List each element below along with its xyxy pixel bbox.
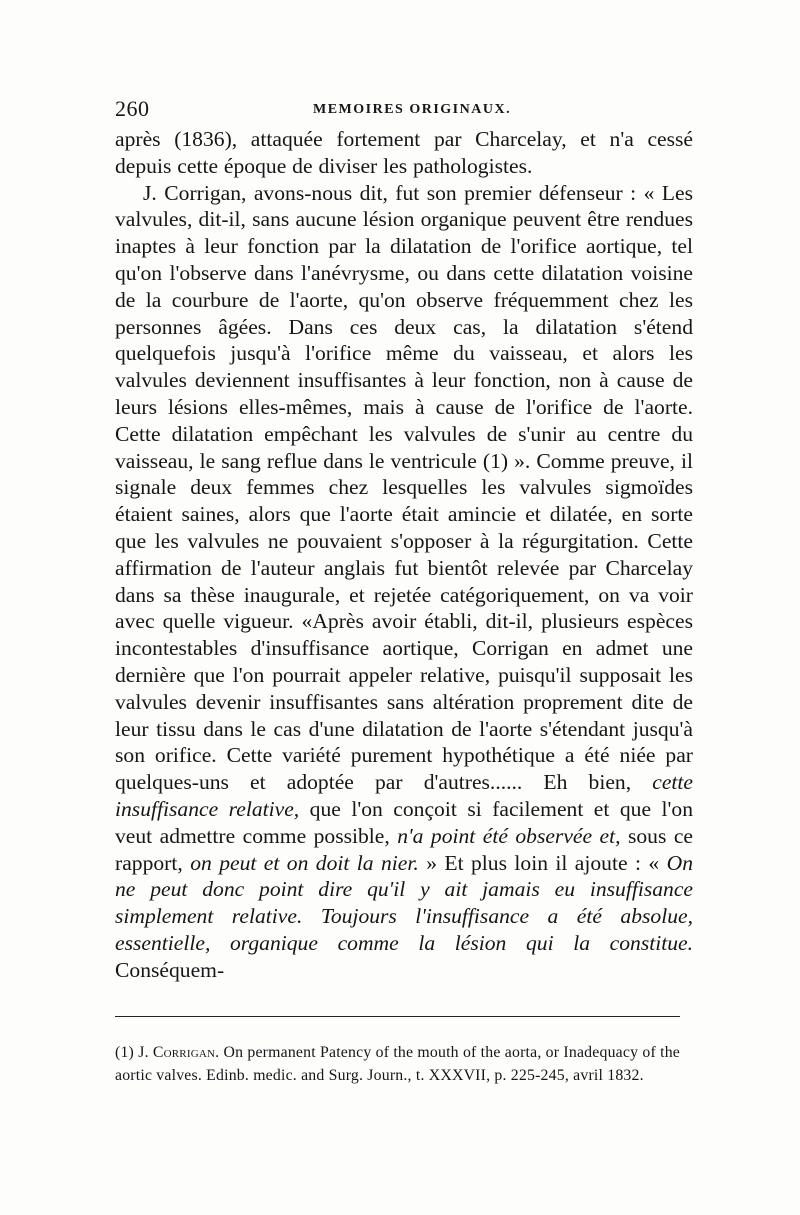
body-text [115,126,693,984]
italic-quote: On ne peut donc point dire qu'il y ait jamais eu insuffisance simplement relative. Toujours l'insuffisance a été absolue, essentielle, organique comme la lésion qui la constitue. [115,850,694,955]
paragraph-text: Conséquem- [115,957,225,982]
footnote-divider [115,1016,680,1017]
paragraph-text: que l'on conçoit si facilement et que l'on veut admettre comme possible, [115,796,693,848]
italic-quote: on peut et on doit la nier. [190,850,419,875]
paragraph-text: J. Corrigan, avons-nous dit, fut son premier défenseur : « Les valvules, dit-il, sans aucune lésion organique peuvent être rendues inaptes à leur fonction par la dilatation de l'orifice aortique, tel qu'on l'observe dans l'anévrysme, ou dans cette dilatation voisine de la courbure de l'aorte, qu'on observe fréquemment chez les personnes âgées. Dans ces deux cas, la dilatation s'étend quelquefois jusqu'à l'orifice même du vaisseau, et alors les valvules deviennent insuffisantes à leur fonction, non à cause de leurs lésions elles-mêmes, mais à cause de l'orifice de l'aorte. Cette dilatation empêchant les valvules de s'unir au centre du vaisseau, le sang reflue dans le ventricule (1) ». Comme preuve, il signale deux femmes chez lesquelles les valvules sigmoïdes étaient saines, alors que l'aorte était amincie et dilatée, en sorte que les valvules ne pouvaient s'opposer à la régurgitation. Cette affirmation de l'auteur anglais fut bientôt relevée par Charcelay dans sa thèse inaugurale, et rejetée catégoriquement, on va voir avec quelle vigueur. «Après avoir établi, dit-il, plusieurs espèces incontestables d'insuffisance aortique, Corrigan en admet une dernière que l'on pourrait appeler relative, puisqu'il supposait les valvules devenir insuffisantes sans altération proprement dite de leur tissu dans le cas d'une dilatation de l'aorte s'étendant jusqu'à son orifice. Cette variété purement hypothétique a été niée par quelques-uns et adoptée par d'autres...... Eh bien, [115,180,693,795]
paragraph-text: après (1836), attaquée fortement par Charcelay, et n'a cessé depuis cette époque de diviser les pathologistes. [115,127,693,178]
paragraph [115,180,693,984]
italic-quote: n'a point été observée et, [397,823,621,848]
running-title: MEMOIRES ORIGINAUX. [313,102,512,117]
paragraph [115,126,693,180]
page-header [115,96,705,126]
footnote-text: On permanent Patency of the mouth of the aorta, or Inadequacy of the aortic valves. Edinb. medic. and Surg. Journ., t. XXXVII, p. 225-245, avril 1832. [115,1044,680,1084]
footnotes [115,1041,680,1087]
italic-quote: cette insuffisance relative, [115,770,694,821]
paragraph-text: » Et plus loin il ajoute : « [426,850,660,875]
paragraph-text: sous ce rapport, [115,823,693,875]
page-number: 260 [115,96,150,121]
footnote-author: J. Corrigan. [138,1044,220,1061]
footnote [115,1041,680,1087]
footnote-number: (1) [115,1044,135,1061]
